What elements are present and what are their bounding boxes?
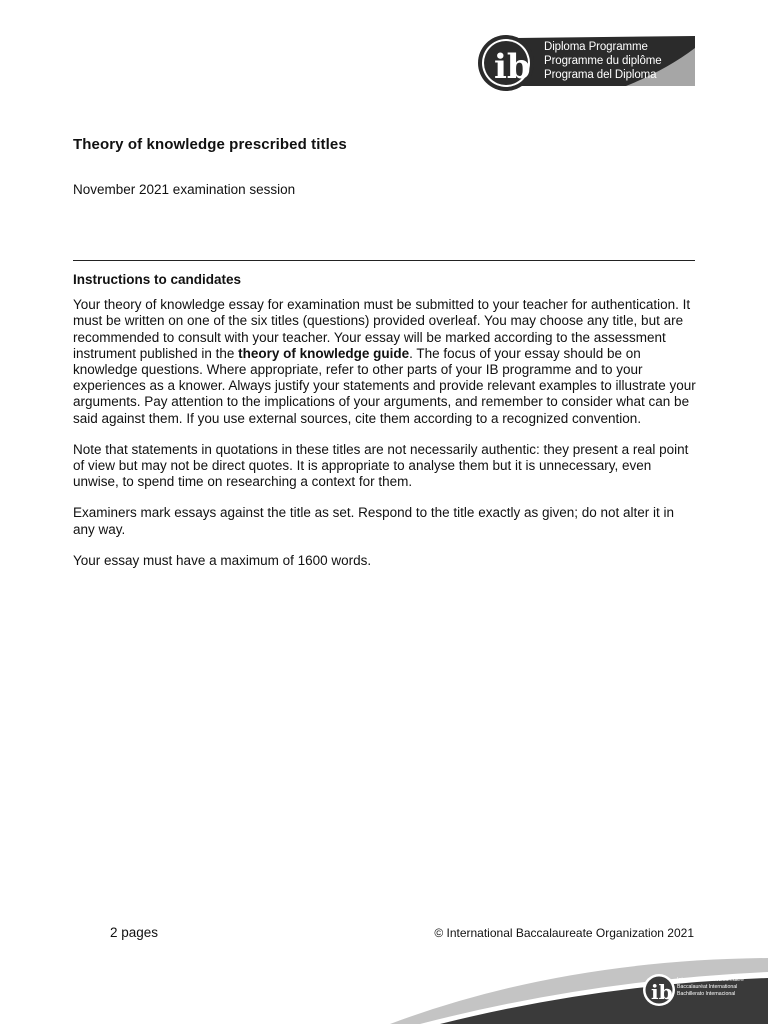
divider-line	[73, 260, 695, 261]
footer-ib-logo-letters: ib	[651, 980, 673, 1004]
programme-name-es: Programa del Diploma	[544, 69, 657, 81]
instructions-p1-text-b: . The focus of your essay should be on knowledge questions. Where appropriate, refer to other parts of your IB programme and to your experiences as a knower. Always justify your statements and provide relevant examples to illustrate your arguments. Pay attention to the implications of your arguments, and remember to consider what can be said against them. If you use external sources, cite them according to a recognized convention.	[73, 345, 696, 426]
instructions-heading: Instructions to candidates	[73, 272, 242, 287]
examination-session: November 2021 examination session	[73, 182, 296, 197]
programme-name-en: Diploma Programme	[544, 41, 648, 53]
copyright-notice: © International Baccalaureate Organization 2021	[434, 926, 694, 940]
instructions-paragraph-1	[73, 297, 698, 427]
page-count: 2 pages	[110, 925, 159, 940]
instructions-p1-text-a: Your theory of knowledge essay for examination must be submitted to your teacher for authentication. It must be written on one of the six titles (questions) provided overleaf. You may choose any title, but are recommended to consult with your teacher. Your essay will be marked according to the assessment instrument published in the	[73, 297, 691, 361]
programme-names	[544, 40, 662, 82]
ib-logo-letters: ib	[494, 47, 531, 87]
ib-name-es: Bachillerato Internacional	[677, 991, 736, 997]
ib-diploma-logo	[476, 34, 695, 92]
instructions-paragraph-3: Examiners mark essays against the title as set. Respond to the title exactly as given; do not alter it in any way.	[73, 505, 675, 537]
ib-name-en: International Baccalaureate®	[677, 977, 744, 983]
document-title: Theory of knowledge prescribed titles	[73, 136, 347, 153]
instructions-paragraph-4: Your essay must have a maximum of 1600 words.	[73, 552, 372, 568]
instructions-paragraph-2: Note that statements in quotations in these titles are not necessarily authentic: they present a real point of view but may not be direct quotes. It is appropriate to analyse them but it is unnecessary, even unwise, to spend time on researching a context for them.	[73, 441, 689, 490]
instructions-section	[73, 272, 698, 584]
ib-name-fr: Baccalauréat International	[677, 984, 738, 990]
ib-organization-names	[677, 977, 744, 998]
footer-band	[0, 950, 768, 1024]
guide-reference: theory of knowledge guide	[238, 345, 410, 361]
programme-name-fr: Programme du diplôme	[544, 55, 662, 67]
